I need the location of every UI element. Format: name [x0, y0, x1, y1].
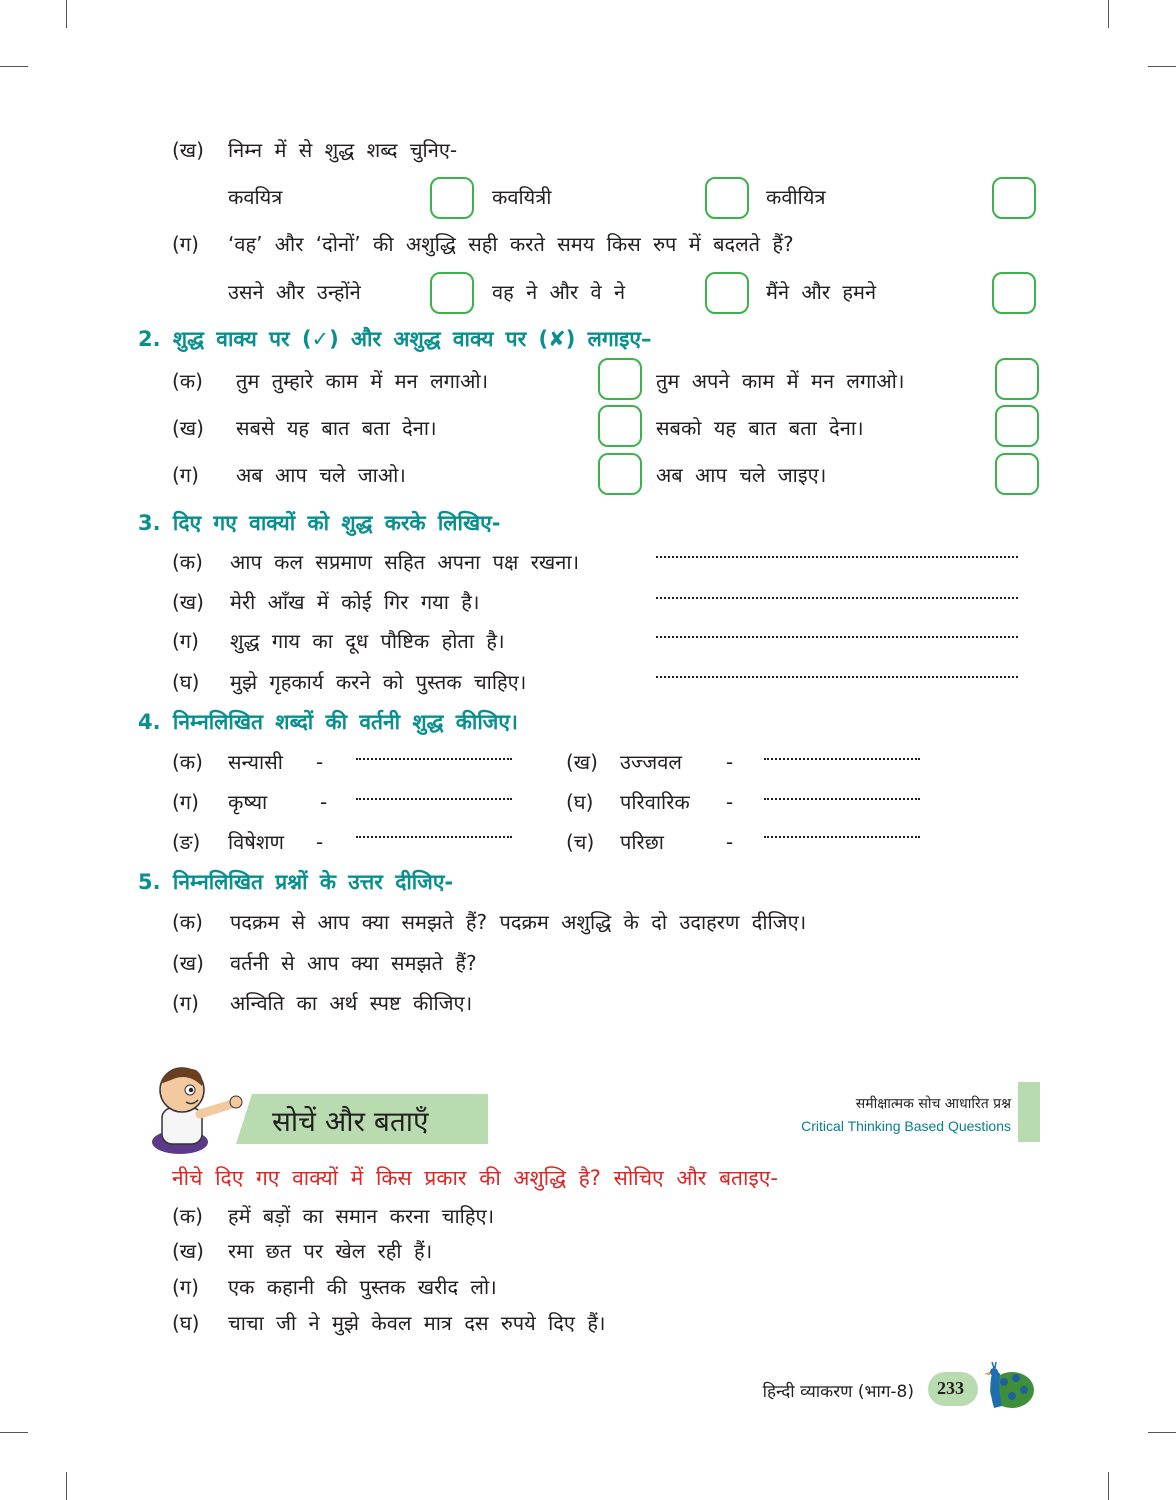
q4-item-label: (ख) [566, 750, 598, 774]
q1-ga-label: (ग) [172, 232, 199, 256]
crop-mark [66, 0, 67, 28]
answer-box[interactable] [995, 358, 1039, 400]
q2-item-right: सबको यह बात बता देना। [656, 416, 864, 440]
q5-item-text: पदक्रम से आप क्या समझते हैं? पदक्रम अशुद्धि के दो उदाहरण दीजिए। [230, 910, 807, 934]
think-side-english: Critical Thinking Based Questions [801, 1118, 1011, 1134]
q4-dash: - [726, 750, 734, 774]
q5-heading: 5. निम्नलिखित प्रश्नों के उत्तर दीजिए- [138, 870, 454, 894]
answer-box[interactable] [598, 405, 642, 447]
q3-item-text: मुझे गृहकार्य करने को पुस्तक चाहिए। [230, 670, 527, 694]
think-banner-title: सोचें और बताएँ [272, 1105, 429, 1138]
think-side-hindi: समीक्षात्मक सोच आधारित प्रश्न [855, 1096, 1011, 1112]
option-text: मैंने और हमने [766, 280, 877, 304]
q4-heading: 4. निम्नलिखित शब्दों की वर्तनी शुद्ध कीजिए। [138, 710, 518, 734]
q4-item-word: सन्यासी [228, 750, 283, 774]
q2-item-label: (ग) [172, 463, 199, 487]
q4-dash: - [726, 830, 734, 854]
think-item-text: एक कहानी की पुस्तक खरीद लो। [228, 1275, 497, 1299]
q2-heading: 2. शुद्ध वाक्य पर (✓) और अशुद्ध वाक्य पर (✘) लगाइए– [138, 327, 652, 351]
q4-item-label: (ङ) [172, 830, 201, 854]
answer-line[interactable] [356, 798, 512, 800]
page-number: 233 [937, 1378, 964, 1398]
crop-mark [0, 1432, 28, 1433]
answer-box[interactable] [430, 272, 474, 314]
q4-item-word: उज्जवल [620, 750, 682, 774]
option-text: कवयित्री [492, 185, 552, 209]
q4-item-word: कृष्या [228, 790, 268, 814]
answer-box[interactable] [705, 177, 749, 219]
q3-item-label: (क) [172, 550, 203, 574]
think-item-label: (ख) [172, 1239, 204, 1263]
q4-item-word: विषेशण [228, 830, 284, 854]
q2-item-right: तुम अपने काम में मन लगाओ। [656, 369, 905, 393]
answer-box[interactable] [705, 272, 749, 314]
q5-item-text: अन्विति का अर्थ स्पष्ट कीजिए। [230, 991, 473, 1015]
boy-mascot-icon [140, 1060, 250, 1160]
q4-dash: - [726, 790, 734, 814]
crop-mark [1108, 0, 1109, 28]
option-text: कवयित्र [228, 185, 283, 209]
q3-item-text: शुद्ध गाय का दूध पौष्टिक होता है। [230, 629, 505, 653]
answer-box[interactable] [995, 405, 1039, 447]
answer-line[interactable] [656, 676, 1018, 678]
answer-line[interactable] [356, 836, 512, 838]
answer-line[interactable] [656, 556, 1018, 558]
answer-box[interactable] [598, 453, 642, 495]
think-item-label: (क) [172, 1204, 203, 1228]
q1-kha-label: (ख) [172, 138, 204, 162]
footer-book-title: हिन्दी व्याकरण (भाग-8) [762, 1382, 914, 1402]
answer-line[interactable] [656, 597, 1018, 599]
think-question: नीचे दिए गए वाक्यों में किस प्रकार की अशुद्धि है? सोचिए और बताइए- [172, 1166, 778, 1190]
peacock-icon [972, 1360, 1036, 1416]
answer-box[interactable] [992, 272, 1036, 314]
q4-item-word: परिछा [620, 830, 664, 854]
option-text: कवीयित्र [766, 185, 826, 209]
side-bar [1018, 1082, 1040, 1142]
crop-mark [1148, 1432, 1176, 1433]
answer-box[interactable] [598, 358, 642, 400]
think-item-text: रमा छत पर खेल रही हैं। [228, 1239, 433, 1263]
think-item-label: (ग) [172, 1275, 199, 1299]
q4-item-label: (क) [172, 750, 203, 774]
q2-item-label: (क) [172, 369, 203, 393]
answer-line[interactable] [764, 798, 920, 800]
q4-item-label: (घ) [566, 790, 594, 814]
think-item-label: (घ) [172, 1311, 200, 1335]
q5-item-label: (क) [172, 910, 203, 934]
answer-box[interactable] [995, 453, 1039, 495]
q2-item-left: तुम तुम्हारे काम में मन लगाओ। [236, 369, 489, 393]
q4-item-label: (ग) [172, 790, 199, 814]
q3-item-label: (ख) [172, 590, 204, 614]
q3-item-text: आप कल सप्रमाण सहित अपना पक्ष रखना। [230, 550, 580, 574]
think-item-text: हमें बड़ों का समान करना चाहिए। [228, 1204, 495, 1228]
q5-item-label: (ग) [172, 991, 199, 1015]
q4-item-label: (च) [566, 830, 595, 854]
q3-heading: 3. दिए गए वाक्यों को शुद्ध करके लिखिए- [138, 511, 501, 535]
crop-mark [66, 1472, 67, 1500]
option-text: वह ने और वे ने [492, 280, 626, 304]
q5-item-label: (ख) [172, 951, 204, 975]
crop-mark [1148, 66, 1176, 67]
q1-ga-text: ‘वह’ और ‘दोनों’ की अशुद्धि सही करते समय किस रुप में बदलते हैं? [228, 232, 794, 256]
q3-item-text: मेरी आँख में कोई गिर गया है। [230, 590, 480, 614]
crop-mark [1108, 1472, 1109, 1500]
think-item-text: चाचा जी ने मुझे केवल मात्र दस रुपये दिए हैं। [228, 1311, 606, 1335]
q2-item-label: (ख) [172, 416, 204, 440]
answer-line[interactable] [356, 758, 512, 760]
option-text: उसने और उन्होंने [228, 280, 361, 304]
answer-line[interactable] [656, 636, 1018, 638]
q3-item-label: (ग) [172, 629, 199, 653]
q1-kha-text: निम्न में से शुद्ध शब्द चुनिए- [228, 138, 458, 162]
answer-line[interactable] [764, 758, 920, 760]
q3-item-label: (घ) [172, 670, 200, 694]
q4-dash: - [316, 830, 324, 854]
answer-box[interactable] [992, 177, 1036, 219]
q2-item-left: सबसे यह बात बता देना। [236, 416, 437, 440]
crop-mark [0, 66, 28, 67]
answer-box[interactable] [430, 177, 474, 219]
answer-line[interactable] [764, 836, 920, 838]
q4-item-word: परिवारिक [620, 790, 690, 814]
q2-item-left: अब आप चले जाओ। [236, 463, 406, 487]
q4-dash: - [316, 750, 324, 774]
q2-item-right: अब आप चले जाइए। [656, 463, 827, 487]
q4-dash: - [320, 790, 328, 814]
q5-item-text: वर्तनी से आप क्या समझते हैं? [230, 951, 477, 975]
